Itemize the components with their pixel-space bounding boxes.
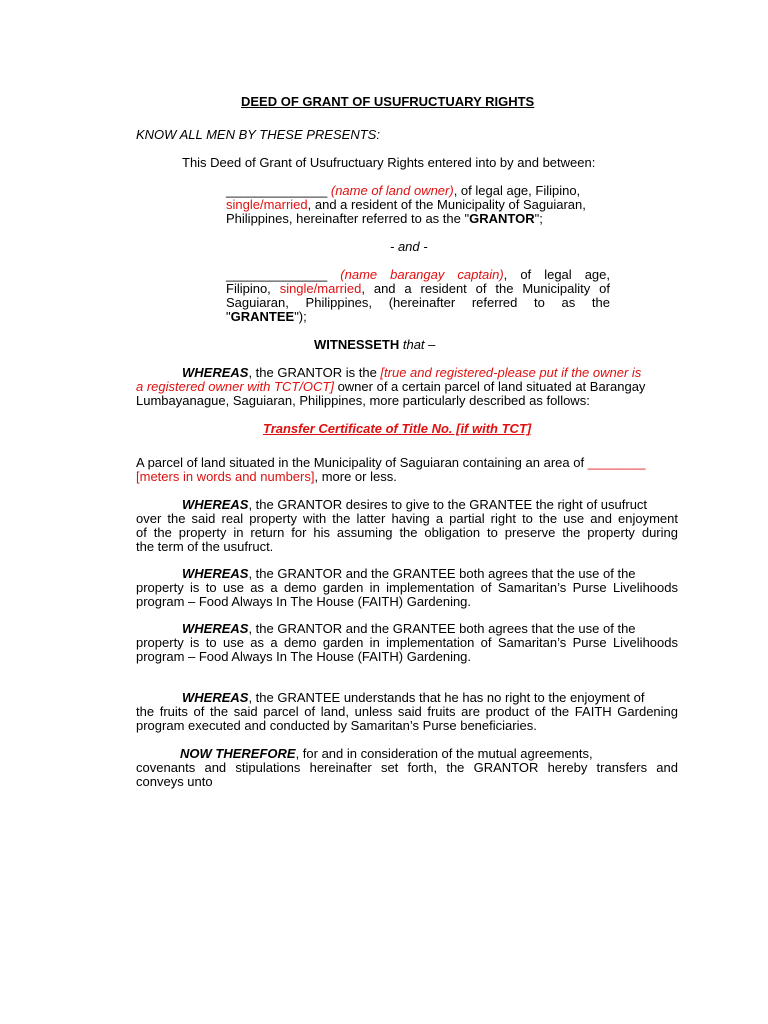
grantee-line-4 bbox=[226, 310, 307, 324]
whereas2-line-2: over the said real property with the latter having a partial right to the use and enjoyment bbox=[136, 511, 678, 526]
whereas1-text-1: , the GRANTOR is the bbox=[248, 365, 381, 380]
witnesseth-line bbox=[314, 338, 435, 352]
whereas5-line-3: program executed and conducted by Samaritan’s Purse beneficiaries. bbox=[136, 718, 537, 733]
whereas1-line-1 bbox=[182, 366, 641, 380]
whereas1-lead: WHEREAS bbox=[182, 365, 249, 380]
whereas4-line-2: property is to use as a demo garden in implementation of Samaritan’s Purse Livelihoods bbox=[136, 635, 678, 650]
grantor-text-4: "; bbox=[534, 211, 543, 226]
grantor-line-1 bbox=[226, 184, 610, 198]
parcel-line-1 bbox=[136, 456, 646, 470]
grantee-label: GRANTEE bbox=[230, 309, 295, 324]
now-text-1: , for and in consideration of the mutual agreements, bbox=[295, 746, 593, 761]
whereas2-text-1: , the GRANTOR desires to give to the GRANTEE the right of usufruct bbox=[248, 497, 648, 512]
grantee-line-3: Saguiaran, Philippines, (hereinafter referred to as the bbox=[226, 295, 610, 310]
whereas5-text-1: , the GRANTEE understands that he has no right to the enjoyment of bbox=[248, 690, 645, 705]
grantee-text-2: Filipino, bbox=[226, 281, 280, 296]
whereas5-line-1 bbox=[182, 691, 644, 705]
grantor-line-3 bbox=[226, 212, 543, 226]
whereas5-line-2: the fruits of the said parcel of land, unless said fruits are product of the FAITH Gardening bbox=[136, 704, 678, 719]
grantee-name-blank: ______________ bbox=[226, 267, 328, 282]
grantor-name-blank: ______________ bbox=[226, 183, 328, 198]
grantee-name-placeholder: (name barangay captain) bbox=[340, 267, 504, 282]
grantor-text-1: , of legal age, Filipino, bbox=[453, 183, 581, 198]
whereas3-text-1: , the GRANTOR and the GRANTEE both agrees that the use of the bbox=[248, 566, 636, 581]
whereas1-text-2: owner of a certain parcel of land situated at Barangay bbox=[333, 379, 646, 394]
now-therefore-lead: NOW THEREFORE bbox=[180, 746, 296, 761]
grantor-text-2: , and a resident of the Municipality of Saguiaran, bbox=[307, 197, 586, 212]
whereas4-line-3: program – Food Always In The House (FAITH) Gardening. bbox=[136, 649, 472, 664]
parcel-text-2: , more or less. bbox=[314, 469, 397, 484]
whereas2-line-3: of the property in return for his assuming the obligation to preserve the property during bbox=[136, 525, 678, 540]
whereas3-line-1 bbox=[182, 567, 636, 581]
whereas2-lead: WHEREAS bbox=[182, 497, 249, 512]
whereas2-line-4: the term of the usufruct. bbox=[136, 539, 274, 554]
whereas3-lead: WHEREAS bbox=[182, 566, 249, 581]
whereas3-line-2: property is to use as a demo garden in implementation of Samaritan’s Purse Livelihoods bbox=[136, 580, 678, 595]
grantee-text-6: "); bbox=[294, 309, 307, 324]
parcel-area-placeholder: [meters in words and numbers] bbox=[136, 469, 315, 484]
whereas4-line-1 bbox=[182, 622, 636, 636]
and-separator: - and - bbox=[390, 239, 428, 254]
whereas1-line-3: Lumbayanague, Saguiaran, Philippines, more particularly described as follows: bbox=[136, 393, 590, 408]
grantee-status-placeholder: single/married bbox=[279, 281, 362, 296]
parcel-area-blank: ________ bbox=[587, 455, 646, 470]
whereas4-lead: WHEREAS bbox=[182, 621, 249, 636]
whereas1-line-2 bbox=[136, 380, 645, 394]
now-line-1 bbox=[180, 747, 593, 761]
whereas5-lead: WHEREAS bbox=[182, 690, 249, 705]
know-all-heading: KNOW ALL MEN BY THESE PRESENTS: bbox=[136, 127, 380, 142]
intro-text: This Deed of Grant of Usufructuary Rights entered into by and between: bbox=[182, 155, 596, 170]
grantor-status-placeholder: single/married bbox=[226, 197, 308, 212]
whereas1-red-1: [true and registered-please put if the owner is bbox=[380, 365, 642, 380]
grantor-name-placeholder: (name of land owner) bbox=[330, 183, 454, 198]
grantee-text-1: , of legal age, bbox=[503, 267, 611, 282]
grantee-line-1 bbox=[226, 268, 610, 282]
grantor-label: GRANTOR bbox=[469, 211, 535, 226]
grantor-line-2 bbox=[226, 198, 586, 212]
parcel-text-1: A parcel of land situated in the Municipality of Saguiaran containing an area of bbox=[136, 455, 588, 470]
now-line-2: covenants and stipulations hereinafter set forth, the GRANTOR hereby transfers and bbox=[136, 760, 678, 775]
whereas3-line-3: program – Food Always In The House (FAITH) Gardening. bbox=[136, 594, 472, 609]
whereas2-line-1 bbox=[182, 498, 647, 512]
grantee-text-3: , and a resident of the Municipality of bbox=[361, 281, 610, 296]
document-title: DEED OF GRANT OF USUFRUCTUARY RIGHTS bbox=[241, 94, 535, 109]
parcel-line-2 bbox=[136, 470, 397, 484]
grantor-text-3: Philippines, hereinafter referred to as the " bbox=[226, 211, 470, 226]
witnesseth-label: WITNESSETH bbox=[314, 337, 400, 352]
witnesseth-that: that – bbox=[399, 337, 436, 352]
grantee-line-2 bbox=[226, 282, 610, 296]
whereas4-text-1: , the GRANTOR and the GRANTEE both agrees that the use of the bbox=[248, 621, 636, 636]
tct-heading: Transfer Certificate of Title No. [if with TCT] bbox=[263, 421, 532, 436]
whereas1-red-2: a registered owner with TCT/OCT] bbox=[136, 379, 334, 394]
now-line-3: conveys unto bbox=[136, 774, 213, 789]
grantee-text-5: " bbox=[226, 309, 231, 324]
